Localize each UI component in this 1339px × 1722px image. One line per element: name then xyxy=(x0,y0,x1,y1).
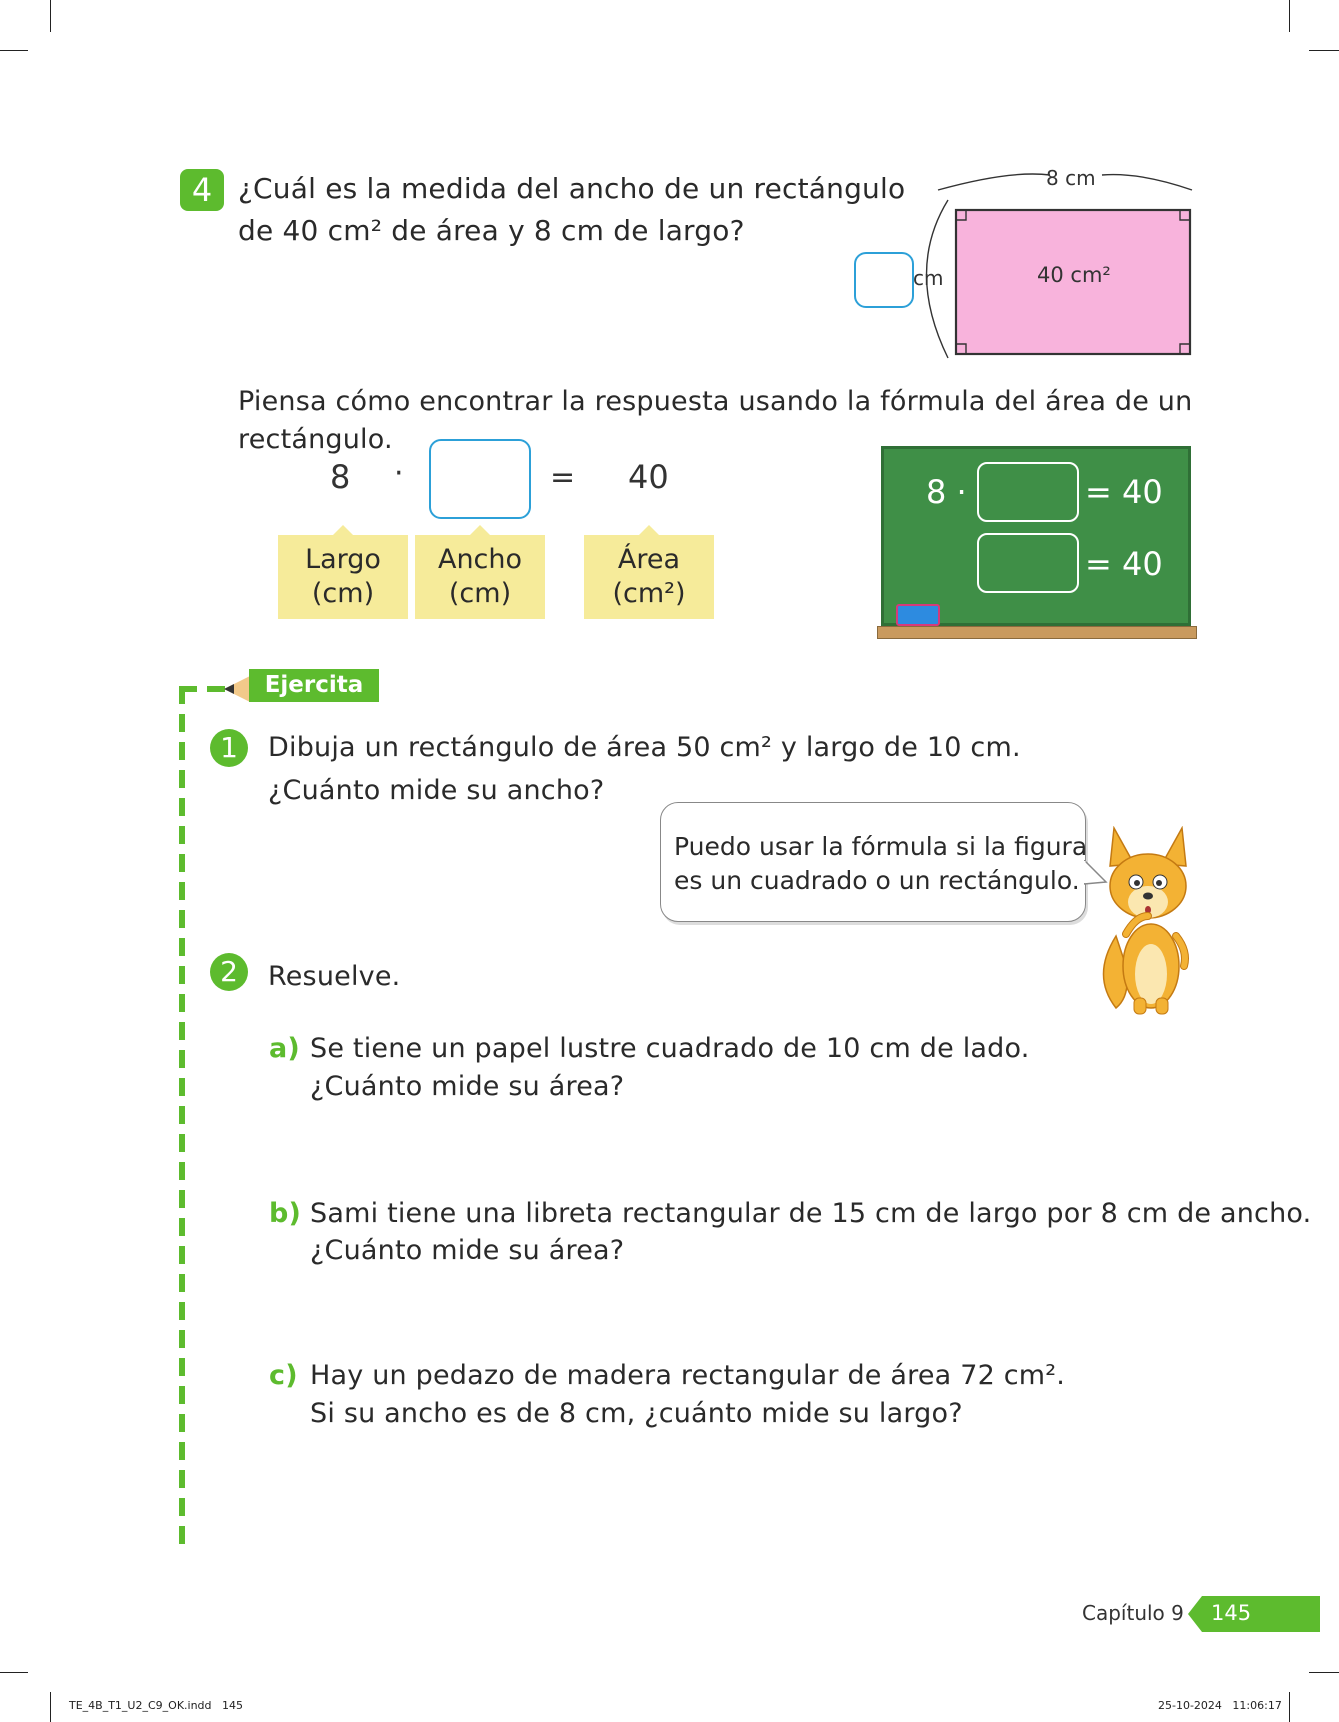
equation-length-value: 8 xyxy=(330,458,351,496)
chalkboard-row2-right: = 40 xyxy=(1085,545,1163,583)
exercise-2-badge: 2 xyxy=(210,953,248,991)
equation-area-value: 40 xyxy=(628,458,669,496)
crop-mark xyxy=(1289,0,1290,32)
exercise-1-line1: Dibuja un rectángulo de área 50 cm² y largo de 10 cm. xyxy=(268,732,1021,763)
crop-mark xyxy=(1309,50,1339,51)
label-notch xyxy=(333,525,353,535)
crop-mark xyxy=(50,1692,51,1722)
print-timestamp: 25-10-2024 11:06:17 xyxy=(1158,1699,1282,1712)
item-a-line2: ¿Cuánto mide su área? xyxy=(310,1071,625,1102)
label-notch xyxy=(470,525,490,535)
rectangle-length-label: 8 cm xyxy=(1046,166,1096,190)
eraser-icon xyxy=(896,604,940,626)
crop-mark xyxy=(0,50,28,51)
label-area-unit: (cm²) xyxy=(612,578,686,609)
crop-mark xyxy=(1309,1672,1339,1673)
speech-line1: Puedo usar la fórmula si la figura xyxy=(674,832,1088,861)
label-largo-title: Largo xyxy=(305,544,381,575)
equation-dot: · xyxy=(394,456,404,491)
problem-number-badge: 4 xyxy=(180,169,224,211)
chapter-label: Capítulo 9 xyxy=(1082,1601,1184,1625)
chalkboard-row1-right: = 40 xyxy=(1085,473,1163,511)
label-ancho-unit: (cm) xyxy=(448,578,512,609)
pencil-icon xyxy=(224,676,252,702)
chalkboard-ledge xyxy=(877,626,1197,639)
item-c-line2: Si su ancho es de 8 cm, ¿cuánto mide su largo? xyxy=(310,1398,963,1429)
section-border-top xyxy=(179,686,225,692)
label-ancho xyxy=(415,535,545,619)
item-a-letter: a) xyxy=(269,1033,300,1064)
speech-line2: es un cuadrado o un rectángulo. xyxy=(674,866,1080,895)
item-c-letter: c) xyxy=(269,1360,298,1391)
problem-question-line2: de 40 cm² de área y 8 cm de largo? xyxy=(238,214,745,247)
ejercita-title: Ejercita xyxy=(249,669,379,702)
label-area-title: Área xyxy=(617,544,681,575)
width-unit-label: cm xyxy=(913,266,944,290)
equation-equals: = xyxy=(550,460,576,495)
crop-mark xyxy=(50,0,51,32)
page-number-tab xyxy=(1188,1596,1320,1632)
label-notch xyxy=(639,525,659,535)
item-b-line2: ¿Cuánto mide su área? xyxy=(310,1235,625,1266)
label-largo xyxy=(278,535,408,619)
section-border-left xyxy=(179,686,185,1552)
equation-width-box[interactable] xyxy=(429,439,531,519)
exercise-2-title: Resuelve. xyxy=(268,961,401,992)
crop-mark xyxy=(1289,1692,1290,1722)
label-ancho-title: Ancho xyxy=(437,544,523,575)
item-b-letter: b) xyxy=(269,1198,302,1229)
chalkboard-box1[interactable] xyxy=(977,462,1079,522)
item-a-line1: Se tiene un papel lustre cuadrado de 10 cm de lado. xyxy=(310,1033,1030,1064)
rectangle-area-label: 40 cm² xyxy=(1037,263,1111,287)
item-b-line1: Sami tiene una libreta rectangular de 15 cm de largo por 8 cm de ancho. xyxy=(310,1198,1312,1229)
exercise-1-line2: ¿Cuánto mide su ancho? xyxy=(268,775,605,806)
item-c-line1: Hay un pedazo de madera rectangular de área 72 cm². xyxy=(310,1360,1066,1391)
file-slug: TE_4B_T1_U2_C9_OK.indd 145 xyxy=(69,1699,244,1712)
page-number: 145 xyxy=(1211,1601,1252,1625)
width-answer-box[interactable] xyxy=(854,252,914,308)
problem-question-line1: ¿Cuál es la medida del ancho de un rectángulo xyxy=(238,172,906,205)
chalkboard-row1-left: 8 · xyxy=(926,473,967,511)
fox-mascot-icon xyxy=(1096,826,1196,1016)
chalkboard-box2[interactable] xyxy=(977,533,1079,593)
exercise-1-badge: 1 xyxy=(210,729,248,767)
hint-text: Piensa cómo encontrar la respuesta usando la fórmula del área de un rectángulo. xyxy=(238,386,1193,455)
speech-bubble xyxy=(660,802,1086,922)
label-largo-unit: (cm) xyxy=(311,578,375,609)
crop-mark xyxy=(0,1672,28,1673)
label-area xyxy=(584,535,714,619)
